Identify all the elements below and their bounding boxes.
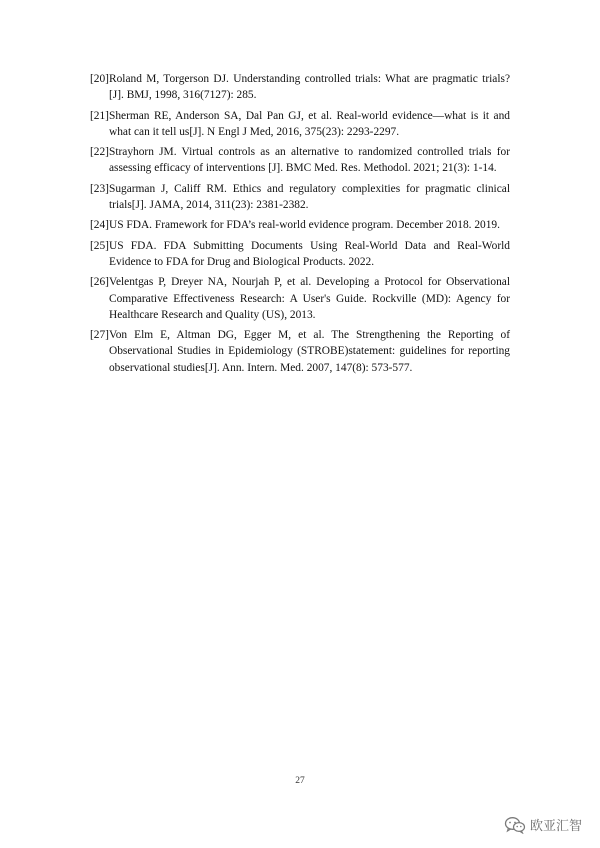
reference-text: US FDA. FDA Submitting Documents Using Real-World Data and Real-World Evidence to FDA for Drug and Biological Products. 2022.: [108, 239, 510, 268]
reference-number: [23]: [90, 182, 109, 195]
page-number: 27: [295, 776, 305, 786]
watermark: [504, 815, 582, 834]
reference-text: Sugarman J, Califf RM. Ethics and regulatory complexities for pragmatic clinical trials[J]. JAMA, 2014, 311(23): 2381-2382.: [108, 182, 510, 211]
wechat-icon: [504, 816, 526, 834]
reference-text: Sherman RE, Anderson SA, Dal Pan GJ, et al. Real-world evidence—what is it and what can it tell us[J]. N Engl J Med, 2016, 375(23): 2293-2297.: [108, 109, 510, 138]
watermark-label: 欧亚汇智: [529, 819, 582, 834]
reference-number: [21]: [90, 109, 109, 122]
reference-number: [27]: [90, 329, 109, 342]
reference-number: [26]: [90, 276, 109, 289]
reference-item: [90, 144, 510, 176]
reference-item: [90, 327, 510, 376]
reference-text: Strayhorn JM. Virtual controls as an alternative to randomized controlled trials for assessing efficacy of interventions [J]. BMC Med. Res. Methodol. 2021; 21(3): 1-14.: [108, 146, 510, 175]
reference-text: Velentgas P, Dreyer NA, Nourjah P, et al. Developing a Protocol for Observational Comparative Effectiveness Research: A User's Guide. Rockville (MD): Agency for Healthcare Research and Quality (US), 2013.: [108, 276, 510, 321]
reference-text: Von Elm E, Altman DG, Egger M, et al. The Strengthening the Reporting of Observational Studies in Epidemiology (STROBE)statement: guidelines for reporting observational studies[J]. Ann. Intern. Med. 2007, 147(8): 573-577.: [108, 329, 510, 374]
reference-item: [90, 274, 510, 323]
reference-number: [25]: [90, 239, 109, 252]
reference-item: [90, 71, 510, 103]
reference-text: US FDA. Framework for FDA’s real-world evidence program. December 2018. 2019.: [108, 219, 500, 232]
reference-number: [24]: [90, 219, 109, 232]
reference-item: [90, 217, 510, 233]
reference-text: Roland M, Torgerson DJ. Understanding controlled trials: What are pragmatic trials?[J]. BMJ, 1998, 316(7127): 285.: [108, 73, 510, 102]
reference-item: [90, 108, 510, 140]
reference-number: [20]: [90, 73, 109, 85]
reference-item: [90, 238, 510, 270]
reference-list: [90, 71, 510, 380]
reference-item: [90, 181, 510, 213]
reference-number: [22]: [90, 146, 109, 159]
